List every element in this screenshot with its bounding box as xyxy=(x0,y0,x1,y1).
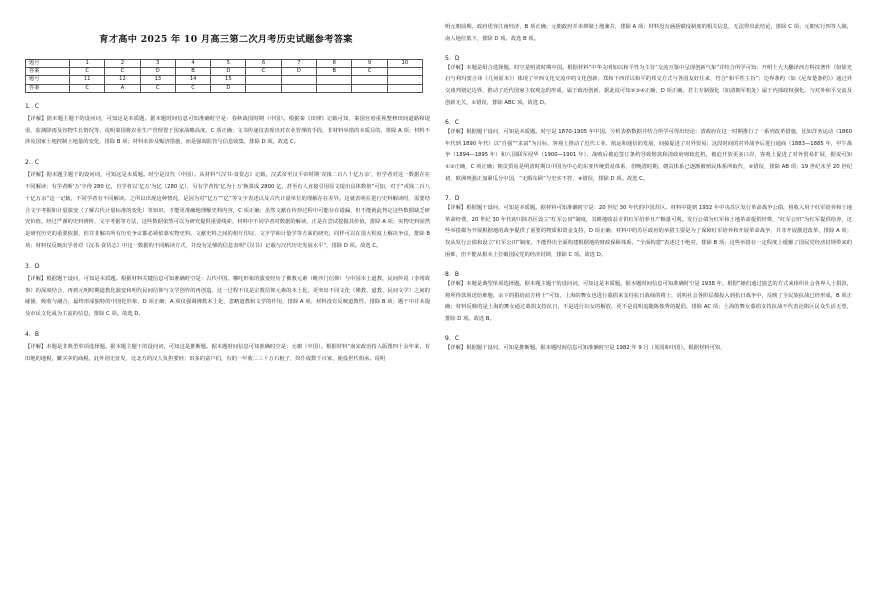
answer-table-cell xyxy=(317,76,352,84)
answer-table-row-label: 题号 xyxy=(26,76,70,84)
answer-item xyxy=(442,22,852,46)
answer-table-cell: 4 xyxy=(175,60,210,68)
answer-item xyxy=(442,195,852,262)
answer-table-row xyxy=(26,76,423,84)
answer-table-cell xyxy=(317,84,352,92)
answer-item xyxy=(22,263,430,321)
answer-table-cell: 8 xyxy=(317,60,352,68)
right-column xyxy=(442,0,852,616)
answer-explanation: 【详解】本题是典型单项选择题。据本题主题干的设问词，可知这是本质题。据本题时间信息可知准确时空是 1938 年。根据“她们通过演艺的方式来组织社会各界人士捐款，将所得款项送给难胞，余下的捐给前方将士”可知，上海的舞女也进行募捐来支持抗日战线的将士，说明社会各阶层都投入到抗日战争中，反映了全民族抗战已经形成，B 项正确；材料反映的是上海的舞女通过募捐支持抗日，不是进行妇女的解放，更不是说明追随陈独秀的提倡，排除 AC 项；上海的舞女募捐支持抗战不代表沦陷区民众生活无望，排除 D 项。故选 B。 xyxy=(445,280,852,323)
answer-table-cell xyxy=(246,76,281,84)
answer-explanation: 【详解】根据题干设问，可知是推断题。据本题时间信息可知准确时空是 1982 年 9 月（英国和中国）。根据材料可知， xyxy=(445,344,726,351)
answer-table-cell xyxy=(246,84,281,92)
answer-table-cell xyxy=(387,84,422,92)
answer-table-row xyxy=(26,84,423,92)
answer-table-cell xyxy=(352,84,387,92)
answer-item xyxy=(442,119,852,186)
answer-table-cell: 1 xyxy=(70,60,105,68)
answer-item xyxy=(22,103,430,149)
answer-table-cell: D xyxy=(140,68,175,76)
answer-table-cell: 6 xyxy=(246,60,281,68)
answer-item xyxy=(442,271,852,326)
question-number: 6．C xyxy=(445,118,460,126)
question-number: 7．D xyxy=(445,194,460,202)
answer-explanation: 【详解】根据题干设问，可知是本质题。据材料可知准确时空是：20 世纪 30 年代的中国苏区。材料中提到 1932 年中央苏区发行革命战争公债，将收入用于红军给养和土地革命经费，20 世纪 30 年代初川陕苏区设立“红军公田”制度，其耕地收益专供红军给养且产粮量可观。发行公债为红军和土地革命提供经费，“红军公田”为红军提供给养，这些举措都为开展根据地的战争提供了重要的物质和资金支持，D 项正确；材料中的苏区政府的举措主要是为了保障红军给养和开展革命战争，并非开展激进改革，排除 A 项；仅从发行公债和设立“红军公田”制度，不能得出全面构建根据地的财政保障体系，“全面构建”表述过于绝对，排除 B 项；这些举措在一定程度上缓解了国民党经济封锁带来的困难，但不能从根本上打破国民党的经济封锁，排除 C 项。故选 D。 xyxy=(445,204,852,258)
answer-item xyxy=(22,331,430,366)
question-number: 9．C xyxy=(445,334,460,342)
answer-table-cell xyxy=(387,76,422,84)
answer-explanation: 【详解】据本题主题干的设问词，可知这是本质题。时空是汉代（中国）。从材料“《汉书·食货志》记载，汉武帝至汉平帝时期‘戎钱二百八十亿万余’，但学者对这一数据存在不同解读：有学者断‘万’字得 280 亿，有学者以‘亿万’为亿（280 亿），另有学者按‘亿为十万’换算成 2800 亿，甚至有人直接引用原文提出具体数值”可知，对于“戎钱二百八十亿万余”这一记载，不同学者有不同解读。之所以出现这种情况，是因为对“亿万”“亿”等文字表述以及古代计量单位的理解存在差异。这就表明在进行史料解读时，需要结合文字考据和计量演变（了解古代计量标准的变化）等知识，才能更准确地理解史料内容，C 项正确；虽然文献在传抄过程中可能存在错漏，但不能就此判定这些数据缺乏研究价值。经过严谨的史料辨析、文字考据等方法，这些数据依然可以为研究提供重要线索。材料中不同学者对数据的解读，正是在尝试挖掘其价值，排除 A 项；实物史料固然是研究历史的重要依据，但并非解决所有历史争议都必须依靠实物史料。文献史料之间的相互印证、文字学和计量学等方面的研究，同样可以在很大程度上解决争议，排除 B 项；材料仅反映出学者对《汉书·食货志》中这一数据的不同解读方式，并没有足够的信息表明“《汉书》记载与汉代历史发展水平”，排除 D 项。故选 C。 xyxy=(25,172,430,249)
answer-table-cell: 3 xyxy=(140,60,175,68)
answer-table-cell: C xyxy=(352,68,387,76)
answer-table-row-label: 答案 xyxy=(26,68,70,76)
document-title: 育才高中 2025 年 10 月高三第二次月考历史试题参考答案 xyxy=(99,34,353,45)
question-number: 8．B xyxy=(445,270,459,278)
answer-table-cell: 15 xyxy=(211,76,246,84)
answer-table-cell: 2 xyxy=(105,60,140,68)
left-answer-list xyxy=(22,103,430,366)
answer-item xyxy=(442,55,852,110)
answer-table-cell: 10 xyxy=(387,60,422,68)
answer-table-cell: D xyxy=(281,68,316,76)
answer-table-cell: 11 xyxy=(70,76,105,84)
answer-table-cell: D xyxy=(211,84,246,92)
answer-explanation: 【详解】根据题干设问，可知是本质题。时空是 1870-1905 年中国。分析表格数据并结合所学可得出结论：清政府在这一时期推行了一系列改革措施，比如洋务运动（1860 年代到 1890 年代）以“自强”“求富”为目标，客观上推动了近代工业、航运和通信的发展，间接促进了对外贸易；这段时间的对外战争后进行通商（1883—1885 年，甲午战争（1894—1895 年）和八国联军侵华（1900—1901 年），战败后被迫签订条约导致赔款和清政府财政危机，被迫开放更多口岸，客观上促进了对外贸易扩展，据说可知①③正确，C 项正确；朝贡贸易是明清时期以中国为中心的东亚传统贸易体系，但晚清时期，朝贡体系已逐渐被殖民体系所取代，②错误，排除 AB 项；19 世纪末至 20 世纪初，欧洲列强正加紧瓜分中国，“无暇东顾”与史实不符，④错误，排除 D 项。故选 C。 xyxy=(445,128,852,182)
answer-table-cell: 5 xyxy=(211,60,246,68)
answer-table-cell xyxy=(281,76,316,84)
answer-explanation: 【详解】本题是组合选择题。时空是明清时期中国。根据材料“中华文明如以和平性为主旨”交流互鉴中呈现创新气象”并结合所学可知：开明士大夫翻译西方科技著作（如徐光启与利玛窦合译《几何原本》）体现了中西文化交流中的文化创新；郑和下西洋以和平的邦交方式与各国友好往来，符合“和平性主旨”；边界条约（如《尼布楚条约》）通过外交谈判划定边界，推动了近代国家主权观念的形成，属于政治创新，据此说可知②③④正确，D 项正确。君主专制强化（如清朝军机处）属于内部政权强化，与对外和平交流及创新无关，①错误，排除 ABC 项。故选 D。 xyxy=(445,64,852,106)
answer-table-cell: C xyxy=(246,68,281,76)
answer-table-cell: 14 xyxy=(175,76,210,84)
answer-table-cell: D xyxy=(211,68,246,76)
answer-table-cell: C xyxy=(140,84,175,92)
answer-table-cell: B xyxy=(317,68,352,76)
answer-table-row-label: 题号 xyxy=(26,60,70,68)
answer-explanation: 【详解】据本题主题干的设问词，可知这是本质题。据本题时间信息可知准确时空是：春秋战国时期（中国）。根据秦《田律》记载可知，秦国官府重视整修田间道路和堤渠、监测降雨及谷物生长情况等，说明秦国将农业生产管理置于国家战略高度，C 项正确；文书传递仅表现出对农业管理的手段，非材料举措的本质目的，排除 A 项；材料不涉及国家土地控制土地量的变化，排除 B 项；材料未涉及赈济措施，而是强调监管与信息收集，排除 D 项。故选 C。 xyxy=(25,115,430,146)
answer-item xyxy=(22,159,430,253)
question-number: 1．C xyxy=(25,102,40,110)
answer-table-cell: B xyxy=(175,68,210,76)
right-answer-list xyxy=(442,22,852,355)
answer-table-cell: 7 xyxy=(281,60,316,68)
answer-table-cell: C xyxy=(70,84,105,92)
left-column xyxy=(22,0,430,616)
answer-table-cell: 9 xyxy=(352,60,387,68)
answer-table-cell xyxy=(352,76,387,84)
question-number: 5．D xyxy=(445,54,460,62)
answer-table-row-label: 答案 xyxy=(26,84,70,92)
answer-table xyxy=(25,59,423,93)
answer-table-cell: C xyxy=(105,68,140,76)
answer-table-cell: C xyxy=(175,84,210,92)
answer-table-cell: 13 xyxy=(140,76,175,84)
answer-table-cell xyxy=(387,68,422,76)
question-number: 3．D xyxy=(25,262,40,270)
answer-explanation: 【详解】根据题干设问，可知是本质题。根据材料关键信息可知准确时空是：古代中国。哪吒形象的演变经历了佛教元素（毗沙门信仰）与中国本土道教、民间传说（李靖故事）的深度结合，再到元明时期道教化演变和明代民间信仰与文学创作的再创造。这一过程不仅是宗教信仰元素的本土化，更突出不同文化（佛教、道教、民间文学）之间的碰撞、吸收与融合，最终形成独特的中国化形象，D 项正确；A 项仅强调佛教本土化，忽略道教和文学的作用，排除 A 项；材料没有反映道教性，排除 B 项；题干中并未提及市民文化成为主流的信息，排除 C 项。故选 D。 xyxy=(25,275,430,318)
answer-table-cell xyxy=(281,84,316,92)
answer-table-row xyxy=(26,68,423,76)
answer-explanation: 明元朝前期，政府优容江南经济，B 项正确；元朝政府并未抑制土地兼并，排除 A 项；材料没有涵括赋役制度的相关信息，无法得出此结论，排除 C 项；元朝实行四等人制，南人地位低下，排除 D 项。故选 B 项。 xyxy=(445,24,852,42)
answer-table-row xyxy=(26,60,423,68)
answer-item xyxy=(442,335,852,355)
question-number: 2．C xyxy=(25,159,40,167)
answer-table-cell: A xyxy=(105,84,140,92)
answer-table-cell: C xyxy=(70,68,105,76)
question-number: 4．B xyxy=(25,330,39,338)
answer-explanation: 【详解】本题是非典型单项选择题。据本题主题干的设问词，可知这是推断题。据本题时间信息可知准确时空是：元朝（中国）。根据材料“南宋政治持入版图四十余年来，有田地的地税，繁买卖的商税，此外别无征发，比北方的汉人负担要轻；田多的富户们，有的一年收二三十万石租子，奴仆成数千百家，使役世代相承。说明 xyxy=(25,343,430,362)
answer-table-cell: 12 xyxy=(105,76,140,84)
